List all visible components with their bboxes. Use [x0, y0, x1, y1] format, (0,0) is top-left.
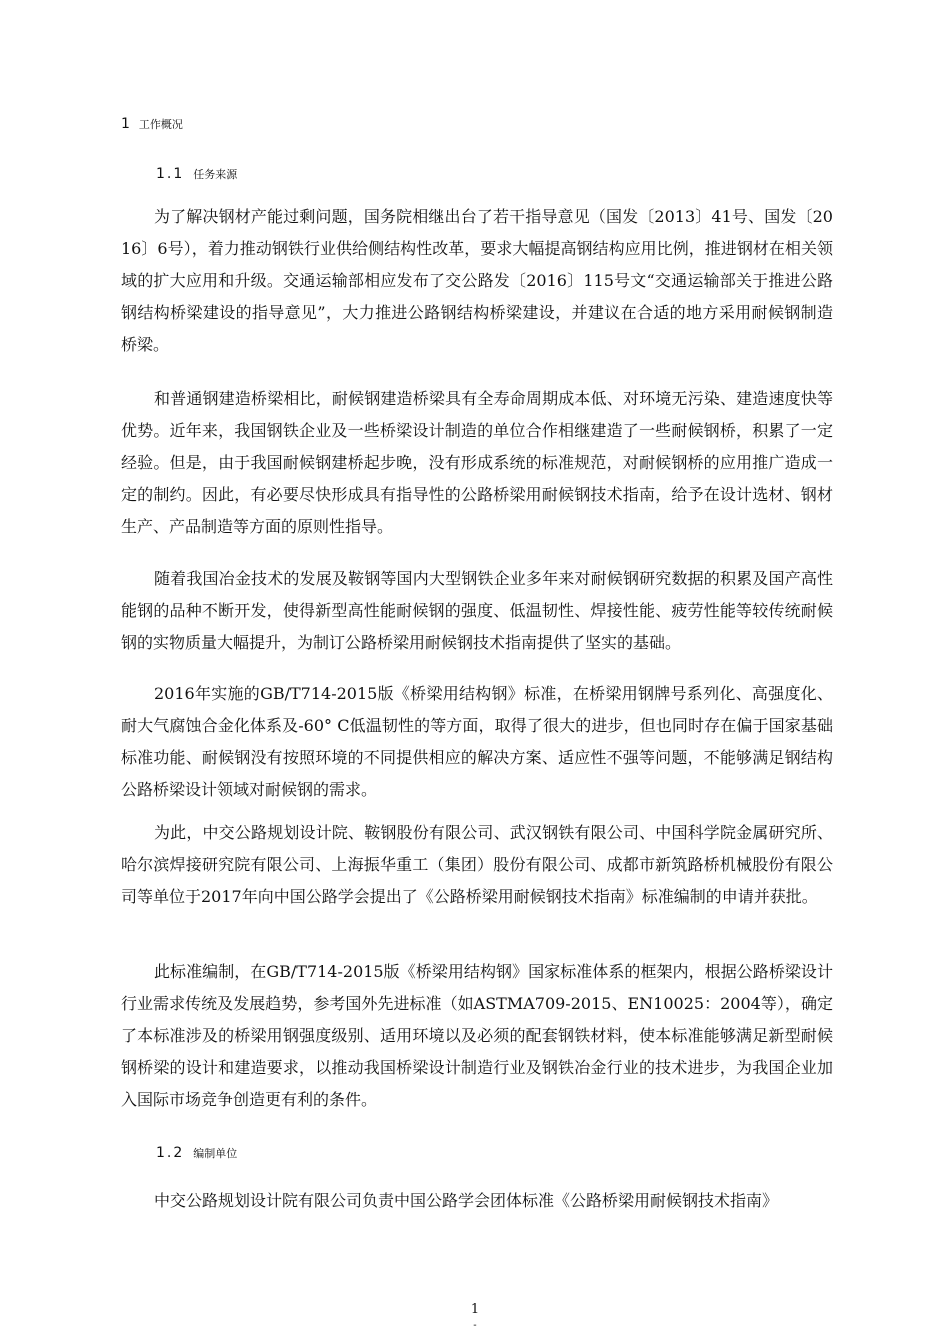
paragraph-task-source-5: 为此，中交公路规划设计院、鞍钢股份有限公司、武汉钢铁有限公司、中国科学院金属研究所、哈尔滨焊接研究院有限公司、上海振华重工（集团）股份有限公司、成都市新筑路桥机械股份有限公司等单位于2017年向中国公路学会提出了《公路桥梁用耐候钢技术指南》标准编制的申请并获批。 — [121, 823, 833, 906]
paragraph-compiling-unit: 中交公路规划设计院有限公司负责中国公路学会团体标准《公路桥梁用耐候钢技术指南》 — [154, 1191, 779, 1210]
section-1-2-heading — [156, 1145, 237, 1161]
paragraph-task-source-6: 此标准编制，在GB/T714-2015版《桥梁用结构钢》国家标准体系的框架内，根据公路桥梁设计行业需求传统及发展趋势，参考国外先进标准（如ASTMA709-2015、EN10025：2004等），确定了本标准涉及的桥梁用钢强度级别、适用环境以及必须的配套钢铁材料，使本标准能够满足新型耐候钢桥梁的设计和建造要求，以推动我国桥梁设计制造行业及钢铁冶金行业的技术进步，为我国企业加入国际市场竞争创造更有利的条件。 — [121, 962, 833, 1109]
section-1-heading — [121, 116, 183, 132]
paragraph-task-source-4: 2016年实施的GB/T714-2015版《桥梁用结构钢》标准，在桥梁用钢牌号系列化、高强度化、耐大气腐蚀合金化体系及-60° C低温韧性的等方面，取得了很大的进步，但也同时存在偏于国家基础标准功能、耐候钢没有按照环境的不同提供相应的解决方案、适应性不强等问题，不能够满足钢结构公路桥梁设计领域对耐候钢的需求。 — [121, 684, 833, 799]
page-footer-dash: - — [473, 1320, 477, 1331]
section-1-1-title: 任务来源 — [193, 168, 238, 181]
section-1-1-heading — [156, 166, 237, 182]
paragraph-task-source-2: 和普通钢建造桥梁相比，耐候钢建造桥梁具有全寿命周期成本低、对环境无污染、建造速度快等优势。近年来，我国钢铁企业及一些桥梁设计制造的单位合作相继建造了一些耐候钢桥，积累了一定经验。但是，由于我国耐候钢建桥起步晚，没有形成系统的标准规范，对耐候钢桥的应用推广造成一定的制约。因此，有必要尽快形成具有指导性的公路桥梁用耐候钢技术指南，给予在设计选材、钢材生产、产品制造等方面的原则性指导。 — [121, 389, 833, 536]
section-1-2-number: 1.2 — [156, 1145, 185, 1161]
section-1-2-title: 编制单位 — [193, 1147, 238, 1160]
section-1-title: 工作概况 — [138, 118, 183, 131]
section-1-1-number: 1.1 — [156, 166, 185, 182]
paragraph-task-source-3: 随着我国冶金技术的发展及鞍钢等国内大型钢铁企业多年来对耐候钢研究数据的积累及国产高性能钢的品种不断开发，使得新型高性能耐候钢的强度、低温韧性、焊接性能、疲劳性能等较传统耐候钢的实物质量大幅提升，为制订公路桥梁用耐候钢技术指南提供了坚实的基础。 — [121, 569, 833, 652]
paragraph-task-source-1: 为了解决钢材产能过剩问题，国务院相继出台了若干指导意见（国发〔2013〕41号、国发〔2016〕6号），着力推动钢铁行业供给侧结构性改革，要求大幅提高钢结构应用比例，推进钢材在相关领域的扩大应用和升级。交通运输部相应发布了交公路发〔2016〕115号文“交通运输部关于推进公路钢结构桥梁建设的指导意见”，大力推进公路钢结构桥梁建设，并建议在合适的地方采用耐候钢制造桥梁。 — [121, 207, 833, 354]
page-number: 1 — [470, 1302, 480, 1317]
section-1-number: 1 — [121, 116, 130, 132]
